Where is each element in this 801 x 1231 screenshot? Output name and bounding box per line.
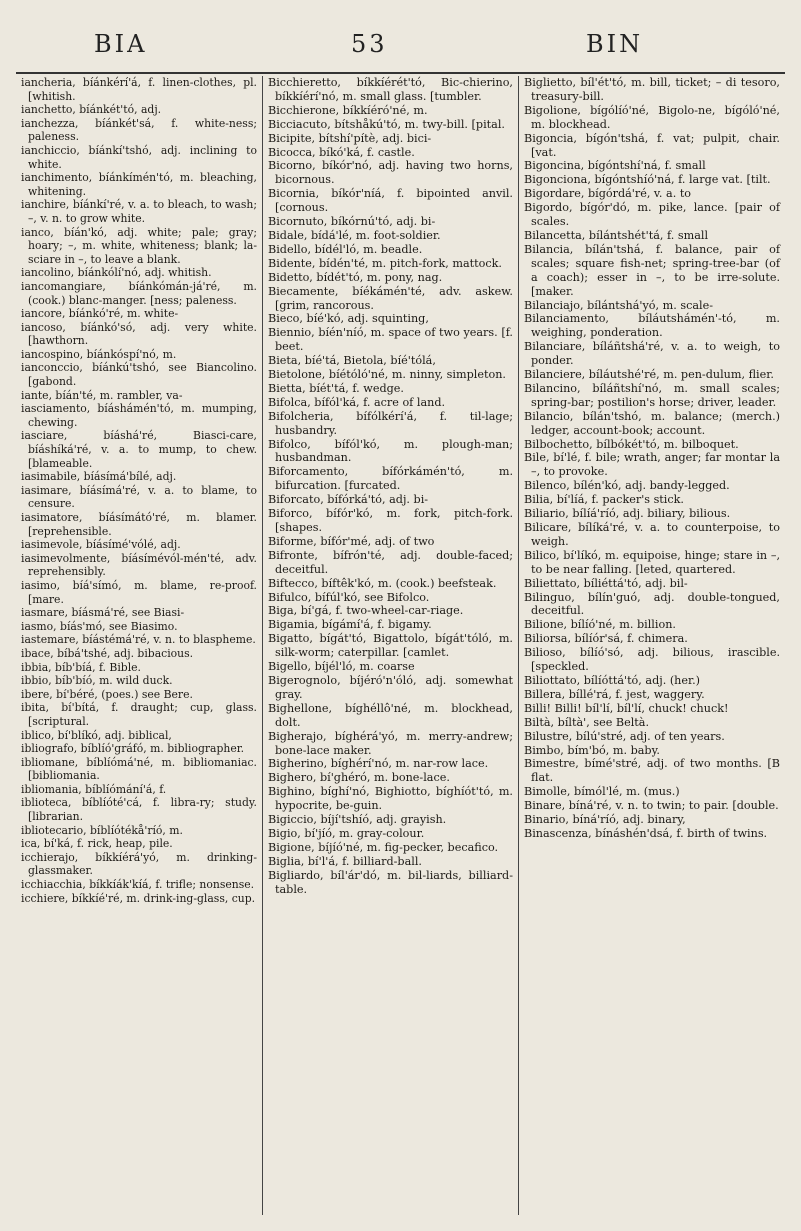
dictionary-entry: iasmare, bíásmá'ré, see Biasi- <box>21 606 185 620</box>
dictionary-entry: Bigoncina, bígóntshí'ná, f. small <box>524 159 706 173</box>
dictionary-entry: Biftecco, bíftêk'kó, m. (cook.) beefsteak. <box>268 576 497 590</box>
dictionary-entry: Bifronte, bífrón'té, adj. double-faced; deceitful. <box>268 548 513 576</box>
dictionary-entry: Bilancino, bíláñtshí'nó, m. small scales; spring-bar; postilion's horse; driver, leader. <box>524 381 780 409</box>
dictionary-entry: Bidetto, bídét'tó, m. pony, nag. <box>268 270 443 284</box>
dictionary-entry: Bilanciamento, bíláutshámén'-tó, m. weighing, ponderation. <box>524 312 780 340</box>
dictionary-entry: ianchetto, bíánkét'tó, adj. <box>21 103 162 117</box>
dictionary-entry: Binario, bíná'ríó, adj. binary, <box>524 813 686 827</box>
dictionary-entry: Bighino, bíghí'nó, Bighiotto, bíghíót'tó, m. hypocrite, be-guin. <box>268 785 513 813</box>
dictionary-entry: Bigello, bíjél'ló, m. coarse <box>268 660 415 674</box>
dictionary-entry: Bigione, bíjíó'né, m. fig-pecker, becafico. <box>268 840 499 854</box>
dictionary-entry: Bietolone, bíétóló'né, m. ninny, simpleton. <box>268 368 506 382</box>
header-rule <box>16 72 785 74</box>
dictionary-entry: Biglia, bí'l'á, f. billiard-ball. <box>268 854 422 868</box>
dictionary-entry: Bifolca, bífól'ká, f. acre of land. <box>268 395 446 409</box>
dictionary-entry: Bilbochetto, bílbókét'tó, m. bilboquet. <box>524 437 739 451</box>
dictionary-entry: iastemare, bíástémá'ré, v. n. to blaspheme. <box>21 633 256 647</box>
dictionary-entry: ibliotecario, bíblíótékå'ríó, m. <box>21 823 183 837</box>
dictionary-entry: Bigerognolo, bíjéró'n'óló, adj. somewhat gray. <box>268 673 513 701</box>
dictionary-entry: Bilanciare, bíláñtshá'ré, v. a. to weigh, to ponder. <box>524 340 780 368</box>
dictionary-entry: Biennio, bíén'níó, m. space of two years. [f. beet. <box>268 326 513 354</box>
column-right <box>519 76 785 1215</box>
dictionary-entry: iasimabile, bíásímá'bílé, adj. <box>21 470 177 484</box>
dictionary-entry: Bifolco, bífól'kó, m. plough-man; husbandman. <box>268 437 513 465</box>
dictionary-entry: Bicciacuto, bítshåkú'tó, m. twy-bill. [pital. <box>268 117 505 131</box>
dictionary-entry: Bicocca, bíkó'ká, f. castle. <box>268 145 415 159</box>
dictionary-entry: Bimestre, bímé'stré, adj. of two months. [B flat. <box>524 757 780 785</box>
dictionary-entry: Biltà, bíltà', see Beltà. <box>524 715 650 729</box>
dictionary-entry: Bilanciajo, bílántshá'yó, m. scale- <box>524 298 714 312</box>
dictionary-entry: Biliario, bílíá'ríó, adj. biliary, bilious. <box>524 507 731 521</box>
dictionary-entry: Bidente, bídén'té, m. pitch-fork, mattock. <box>268 256 502 270</box>
dictionary-entry: iasmo, bíás'mó, see Biasimo. <box>21 619 178 633</box>
dictionary-entry: Bilancio, bílán'tshó, m. balance; (merch.) ledger, account-book; account. <box>524 409 780 437</box>
dictionary-entry: ibbia, bíb'bíá, f. Bible. <box>21 660 141 674</box>
columns <box>16 76 785 1215</box>
dictionary-entry: ianchimento, bíánkímén'tó, m. bleaching, whitening. <box>21 171 257 198</box>
dictionary-entry: Bilia, bí'líá, f. packer's stick. <box>524 493 684 507</box>
dictionary-entry: Bigoncia, bígón'tshá, f. vat; pulpit, chair. [vat. <box>524 131 780 159</box>
dictionary-entry: Bilenco, bílén'kó, adj. bandy-legged. <box>524 479 730 493</box>
dictionary-entry: Bifolcheria, bífólkérí'á, f. til-lage; husbandry. <box>268 409 513 437</box>
dictionary-entry: iasimevolmente, bíásímévól-mén'té, adv. reprehensibly. <box>21 551 257 579</box>
dictionary-entry: iancore, bíánkó'ré, m. white- <box>21 307 179 321</box>
dictionary-entry: ianco, bíán'kó, adj. white; pale; gray; hoary; –, m. white, whiteness; blank; la-sciare in –, to leave a blank. <box>21 225 257 266</box>
dictionary-entry: ianchezza, bíánkét'sá, f. white-ness; paleness. <box>21 116 257 144</box>
dictionary-entry: Bigherino, bíghérí'nó, m. nar-row lace. <box>268 757 489 771</box>
dictionary-entry: Biforcato, bífórká'tó, adj. bi- <box>268 493 429 507</box>
dictionary-entry: Bilico, bí'líkó, m. equipoise, hinge; stare in –, to be near falling. [leted, quartered. <box>524 548 780 576</box>
dictionary-entry: Bilanciere, bíláutshé'ré, m. pen-dulum, flier. <box>524 368 774 382</box>
dictionary-entry: Bicchieretto, bíkkíérét'tó, Bic-chierino, bíkkíérí'nó, m. small glass. [tumbler. <box>268 76 513 103</box>
dictionary-entry: iancomangiare, bíánkómán-já'ré, m. (cook.) blanc-manger. [ness; paleness. <box>21 279 257 307</box>
dictionary-entry: ibliografo, bíblíó'gráfó, m. bibliographer. <box>21 742 245 756</box>
dictionary-entry: Bighero, bí'ghéró, m. bone-lace. <box>268 771 450 785</box>
dictionary-entry: ianconccio, bíánkú'tshó, see Biancolino. [gabond. <box>21 361 257 389</box>
dictionary-entry: Bigonciona, bígóntshíó'ná, f. large vat. [tilt. <box>524 173 771 187</box>
dictionary-entry: Bilancetta, bílántshét'tá, f. small <box>524 228 709 242</box>
dictionary-entry: Bidello, bídél'ló, m. beadle. <box>268 242 423 256</box>
dictionary-entry: ibita, bí'bítá, f. draught; cup, glass. [scriptural. <box>21 701 257 728</box>
dictionary-entry: iancospino, bíánkóspí'nó, m. <box>21 347 177 361</box>
dictionary-entry: Biforco, bífór'kó, m. fork, pitch-fork. [shapes. <box>268 507 513 534</box>
dictionary-entry: Bigio, bí'jíó, m. gray-colour. <box>268 826 425 840</box>
dictionary-entry: ibace, bíbá'tshé, adj. bibacious. <box>21 646 194 660</box>
dictionary-entry: Bicornuto, bíkórnú'tó, adj. bi- <box>268 215 436 229</box>
dictionary-entry: iancoso, bíánkó'só, adj. very white. [hawthorn. <box>21 320 257 348</box>
dictionary-entry: Bieco, bíé'kó, adj. squinting, <box>268 312 429 326</box>
dictionary-entry: Bighellone, bíghéllô'né, m. blockhead, dolt. <box>268 701 513 729</box>
dictionary-entry: Bietta, bíét'tá, f. wedge. <box>268 381 404 395</box>
dictionary-entry: Bimolle, bímól'lé, m. (mus.) <box>524 785 680 799</box>
dictionary-entry: Bicorno, bíkór'nó, adj. having two horns, bicornous. <box>268 159 513 187</box>
dictionary-entry: iasimo, bíá'símó, m. blame, re-proof. [mare. <box>21 578 257 606</box>
header-left-guideword: BIA <box>94 30 148 58</box>
dictionary-entry: ibliomania, bíblíómání'á, f. <box>21 782 167 796</box>
dictionary-entry: Bigamia, bígámí'á, f. bigamy. <box>268 618 432 632</box>
page-header <box>16 30 785 70</box>
dictionary-entry: Bilicare, bílíká'ré, v. a. to counterpoise, to weigh. <box>524 521 780 548</box>
dictionary-entry: ibere, bí'béré, (poes.) see Bere. <box>21 687 193 701</box>
dictionary-entry: ianchire, bíánkí'ré, v. a. to bleach, to wash; –, v. n. to grow white. <box>21 198 257 225</box>
dictionary-entry: Bilancia, bílán'tshá, f. balance, pair of scales; square fish-net; spring-tree-bar (of a coach); esser in –, to be irre-solute. [maker. <box>524 242 780 298</box>
dictionary-entry: iblico, bí'blíkó, adj. biblical, <box>21 728 172 742</box>
dictionary-entry: Bidale, bídá'lé, m. foot-soldier. <box>268 228 441 242</box>
dictionary-entry: Biliettato, bíliéttá'tó, adj. bil- <box>524 576 688 590</box>
dictionary-entry: ica, bí'ká, f. rick, heap, pile. <box>21 837 173 851</box>
dictionary-entry: Bilioso, bílíó'só, adj. bilious, irascible. [speckled. <box>524 646 780 674</box>
dictionary-entry: Bicchierone, bíkkíéró'né, m. <box>268 103 428 117</box>
dictionary-entry: icchiere, bíkkíé'ré, m. drink-ing-glass, cup. <box>21 891 256 905</box>
header-right-guideword: BIN <box>586 30 644 58</box>
dictionary-entry: iasciamento, bíáshámén'tó, m. mumping, chewing. <box>21 402 257 429</box>
dictionary-entry: Bieta, bíé'tá, Bietola, bíé'tólá, <box>268 354 436 368</box>
dictionary-entry: ianchiccio, bíánkí'tshó, adj. inclining to white. <box>21 143 257 171</box>
dictionary-entry: Billera, bíllé'rá, f. jest, waggery. <box>524 687 705 701</box>
dictionary-entry: iasimare, bíásímá'ré, v. a. to blame, to censure. <box>21 483 257 511</box>
dictionary-entry: Biglietto, bíl'ét'tó, m. bill, ticket; – di tesoro, treasury-bill. <box>524 76 780 103</box>
dictionary-entry: Bicipite, bítshí'pítè, adj. bici- <box>268 131 432 145</box>
dictionary-entry: Binare, bíná'ré, v. n. to twin; to pair. [double. <box>524 799 779 813</box>
dictionary-entry: iasimevole, bíásímé'vólé, adj. <box>21 538 181 552</box>
dictionary-entry: Bimbo, bím'bó, m. baby. <box>524 743 660 757</box>
dictionary-entry: Biga, bí'gá, f. two-wheel-car-riage. <box>268 604 464 618</box>
dictionary-entry: Biecamente, bíékámén'té, adv. askew. [grim, rancorous. <box>268 284 513 312</box>
dictionary-entry: Bifulco, bífúl'kó, see Bifolco. <box>268 590 430 604</box>
dictionary-entry: Bile, bí'lé, f. bile; wrath, anger; far montar la –, to provoke. <box>524 451 780 479</box>
dictionary-entry: icchierajo, bíkkíérá'yó, m. drinking-glassmaker. <box>21 850 257 878</box>
dictionary-entry: Binascenza, bínáshén'dsá, f. birth of twins. <box>524 826 768 840</box>
dictionary-entry: Bilione, bílíó'né, m. billion. <box>524 618 676 632</box>
column-left <box>16 76 263 1215</box>
dictionary-entry: Biforme, bífór'mé, adj. of two <box>268 534 435 548</box>
dictionary-entry: Biforcamento, bífórkámén'tó, m. bifurcation. [furcated. <box>268 465 513 493</box>
dictionary-entry: Bigolione, bígólíó'né, Bigolo-ne, bígóló'né, m. blockhead. <box>524 103 780 131</box>
dictionary-entry: Bilinguo, bílín'guó, adj. double-tongued, deceitful. <box>524 590 780 618</box>
page-number: 53 <box>351 30 388 58</box>
dictionary-entry: Bigherajo, bíghérá'yó, m. merry-andrew; bone-lace maker. <box>268 729 513 757</box>
dictionary-entry: iancolino, bíánkólí'nó, adj. whitish. <box>21 266 212 280</box>
dictionary-entry: Biliorsa, bílíór'sá, f. chimera. <box>524 632 688 646</box>
dictionary-entry: Billi! Billi! bíl'lí, bíl'lí, chuck! chuck! <box>524 701 729 715</box>
dictionary-entry: Bigordare, bígórdá'ré, v. a. to <box>524 187 692 201</box>
dictionary-entry: iasimatore, bíásímátó'ré, m. blamer. [reprehensible. <box>21 511 257 538</box>
dictionary-entry: iante, bíán'té, m. rambler, va- <box>21 388 183 402</box>
dictionary-entry: Bigiccio, bíjí'tshíó, adj. grayish. <box>268 813 447 827</box>
column-middle <box>263 76 519 1215</box>
dictionary-entry: icchiacchia, bíkkíák'kíá, f. trifle; nonsense. <box>21 878 255 892</box>
dictionary-entry: Biliottato, bílíóttá'tó, adj. (her.) <box>524 673 701 687</box>
dictionary-entry: Bilustre, bílú'stré, adj. of ten years. <box>524 729 725 743</box>
dictionary-entry: Bicornia, bíkór'níá, f. bipointed anvil. [cornous. <box>268 187 513 215</box>
dictionary-entry: Bigliardo, bíl'ár'dó, m. bil-liards, billiard-table. <box>268 868 513 896</box>
dictionary-entry: iblioteca, bíblíóté'cá, f. libra-ry; study. [librarian. <box>21 796 257 824</box>
dictionary-entry: ibbio, bíb'bíó, m. wild duck. <box>21 674 173 688</box>
dictionary-entry: iancheria, bíánkérí'á, f. linen-clothes, pl. [whitish. <box>21 76 257 103</box>
dictionary-entry: ibliomane, bíblíómá'né, m. bibliomaniac. [bibliomania. <box>21 755 257 783</box>
dictionary-entry: iasciare, bíáshá'ré, Biasci-care, bíáshíká'ré, v. a. to mump, to chew. [blameable. <box>21 429 257 470</box>
dictionary-entry: Bigordo, bígór'dó, m. pike, lance. [pair of scales. <box>524 201 780 229</box>
dictionary-entry: Bigatto, bígát'tó, Bigattolo, bígát'tóló, m. silk-worm; caterpillar. [camlet. <box>268 632 513 660</box>
